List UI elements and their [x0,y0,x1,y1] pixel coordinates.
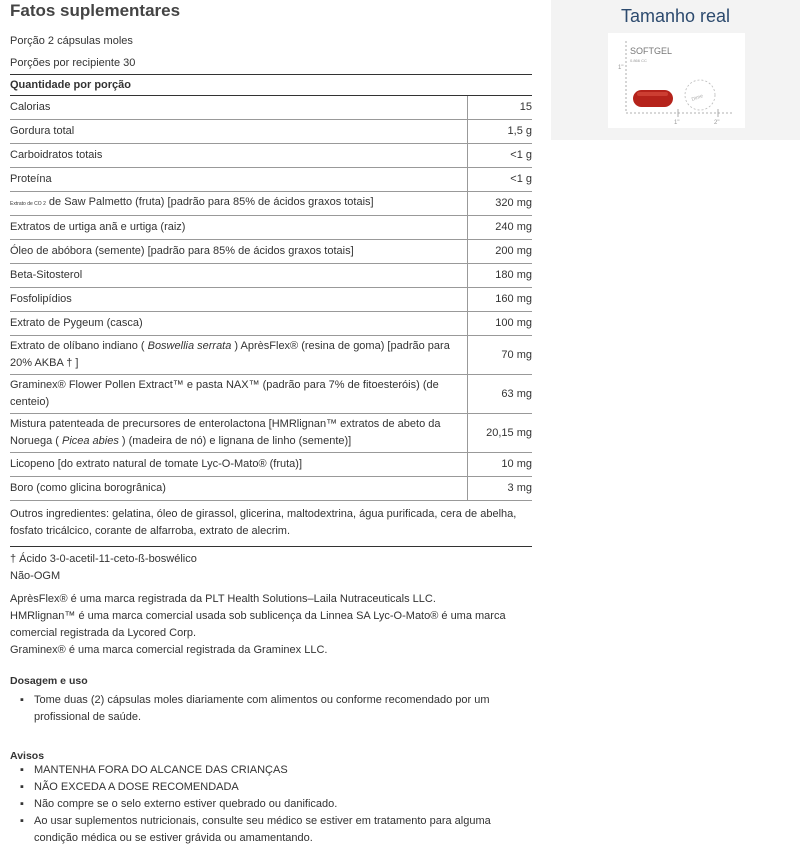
list-item [10,796,532,813]
nutrient-amount: <1 g [468,144,533,168]
table-row [10,414,532,453]
list-item-text: Tome duas (2) cápsulas moles diariamente com alimentos ou conforme recomendado por um profissional de saúde. [34,694,490,723]
softgel-label: SOFTGEL [630,46,673,56]
nutrient-name: Licopeno [do extrato natural de tomate Lyc-O-Mato® (fruta)] [10,453,468,477]
dosage-title: Dosagem e uso [10,675,88,687]
trademark-note: HMRlignan™ é uma marca comercial usada sob sublicença da Linnea SA Lyc-O-Mato® é uma marca comercial registrada da Lycored Corp. [10,610,506,639]
list-item [10,813,532,847]
table-row [10,264,532,288]
nutrient-latin-name: Picea abies [58,435,119,447]
bullet-icon: ▪ [20,781,24,793]
list-item [10,779,532,796]
footnote: † Ácido 3-0-acetil-11-ceto-ß-boswélico [10,553,197,565]
nutrient-name: Graminex® Flower Pollen Extract™ e pasta NAX™ (padrão para 7% de fitoesteróis) (de centeio) [10,375,468,414]
nutrient-amount: 15 [468,96,533,120]
nutrient-name: Extrato de Pygeum (casca) [10,312,468,336]
nutrient-latin-name: Boswellia serrata [144,340,232,352]
table-row [10,168,532,192]
nutrient-amount: 1,5 g [468,120,533,144]
nutrients-table [10,96,532,501]
nutrient-name-part: ) (madeira de nó) e lignana de linho (semente)] [118,435,352,447]
table-row [10,336,532,375]
other-ingredients: Outros ingredientes: gelatina, óleo de girassol, glicerina, maltodextrina, água purificada, cera de abelha, fosfato tricálcico, corante de alfarroba, extrato de alecrim. [10,501,532,547]
nutrient-amount: 10 mg [468,453,533,477]
nutrient-name: Extratos de urtiga anã e urtiga (raiz) [10,216,468,240]
nutrient-name: de Saw Palmetto (fruta) [padrão para 85% de ácidos graxos totais] [48,196,374,208]
supplement-facts-panel [10,0,532,659]
table-row [10,477,532,501]
actual-size-panel [551,0,800,140]
nutrient-amount: 3 mg [468,477,533,501]
list-item-text: MANTENHA FORA DO ALCANCE DAS CRIANÇAS [34,764,288,776]
dosage-section [10,675,532,726]
servings-per-container: Porções por recipiente 30 [10,52,532,75]
table-row [10,453,532,477]
nutrient-amount: <1 g [468,168,533,192]
nutrient-name: Proteína [10,168,468,192]
nutrient-amount: 63 mg [468,375,533,414]
softgel-volume: 0.866 CC [630,58,647,63]
nutrient-name-cell [10,414,468,453]
softgel-size-image[interactable] [608,33,745,128]
nutrient-amount: 20,15 mg [468,414,533,453]
bullet-icon: ▪ [20,815,24,827]
nutrient-amount: 180 mg [468,264,533,288]
list-item [10,762,532,779]
nutrient-name: Beta-Sitosterol [10,264,468,288]
label-notes [10,551,532,659]
co2-extract-prefix: Extrato de CO 2 [10,201,46,207]
nutrient-name: Fosfolipídios [10,288,468,312]
nutrient-amount: 320 mg [468,192,533,216]
nutrient-name-part: ) AprèsFlex® (resina de goma) [padrão para 20% AKBA † ] [10,340,450,369]
nutrient-amount: 100 mg [468,312,533,336]
dimension-label-1in-vertical: 1" [618,65,624,71]
nutrient-name: Boro (como glicina borogrânica) [10,477,468,501]
nutrient-name: Carboidratos totais [10,144,468,168]
table-row [10,120,532,144]
table-row [10,375,532,414]
nutrient-name-part: Extrato de olíbano indiano ( [10,340,145,352]
warnings-title: Avisos [10,750,45,762]
nutrient-name: Óleo de abóbora (semente) [padrão para 85% de ácidos graxos totais] [10,240,468,264]
dime-label: Dime [690,93,704,103]
nutrient-amount: 200 mg [468,240,533,264]
warnings-list [10,762,532,847]
nutrient-amount: 240 mg [468,216,533,240]
list-item-text: Não compre se o selo externo estiver quebrado ou danificado. [34,798,338,810]
table-row [10,216,532,240]
nutrient-name-cell [10,192,468,216]
trademark-note: Graminex® é uma marca comercial registrada da Graminex LLC. [10,644,328,656]
nutrient-name-part: Mistura patenteada de precursores de enterolactona [HMRlignan™ extratos de abeto da Noruega ( [10,418,441,447]
table-row [10,96,532,120]
nutrient-name-cell [10,336,468,375]
nutrient-name: Calorias [10,96,468,120]
bullet-icon: ▪ [20,798,24,810]
dimension-label-1in: 1" [674,120,680,126]
amount-per-serving-header: Quantidade por porção [10,75,532,96]
table-row [10,240,532,264]
facts-title: Fatos suplementares [10,1,181,20]
table-row [10,288,532,312]
list-item-text: NÃO EXCEDA A DOSE RECOMENDADA [34,781,239,793]
serving-size: Porção 2 cápsulas moles [10,35,133,47]
warnings-section [10,750,532,847]
table-row [10,192,532,216]
nutrient-name: Gordura total [10,120,468,144]
table-row [10,144,532,168]
bullet-icon: ▪ [20,694,24,706]
table-row [10,312,532,336]
dimension-label-2in: 2" [714,120,720,126]
nutrient-amount: 70 mg [468,336,533,375]
list-item-text: Ao usar suplementos nutricionais, consulte seu médico se estiver em tratamento para alguma condição médica ou se estiver grávida ou amamentando. [34,815,491,844]
softgel-diagram [608,33,745,128]
list-item [10,692,532,726]
non-gmo-note: Não-OGM [10,570,61,582]
dosage-list [10,692,532,726]
nutrient-amount: 160 mg [468,288,533,312]
actual-size-title: Tamanho real [620,6,731,26]
trademark-note: AprèsFlex® é uma marca registrada da PLT Health Solutions–Laila Nutraceuticals LLC. [10,593,436,605]
bullet-icon: ▪ [20,764,24,776]
